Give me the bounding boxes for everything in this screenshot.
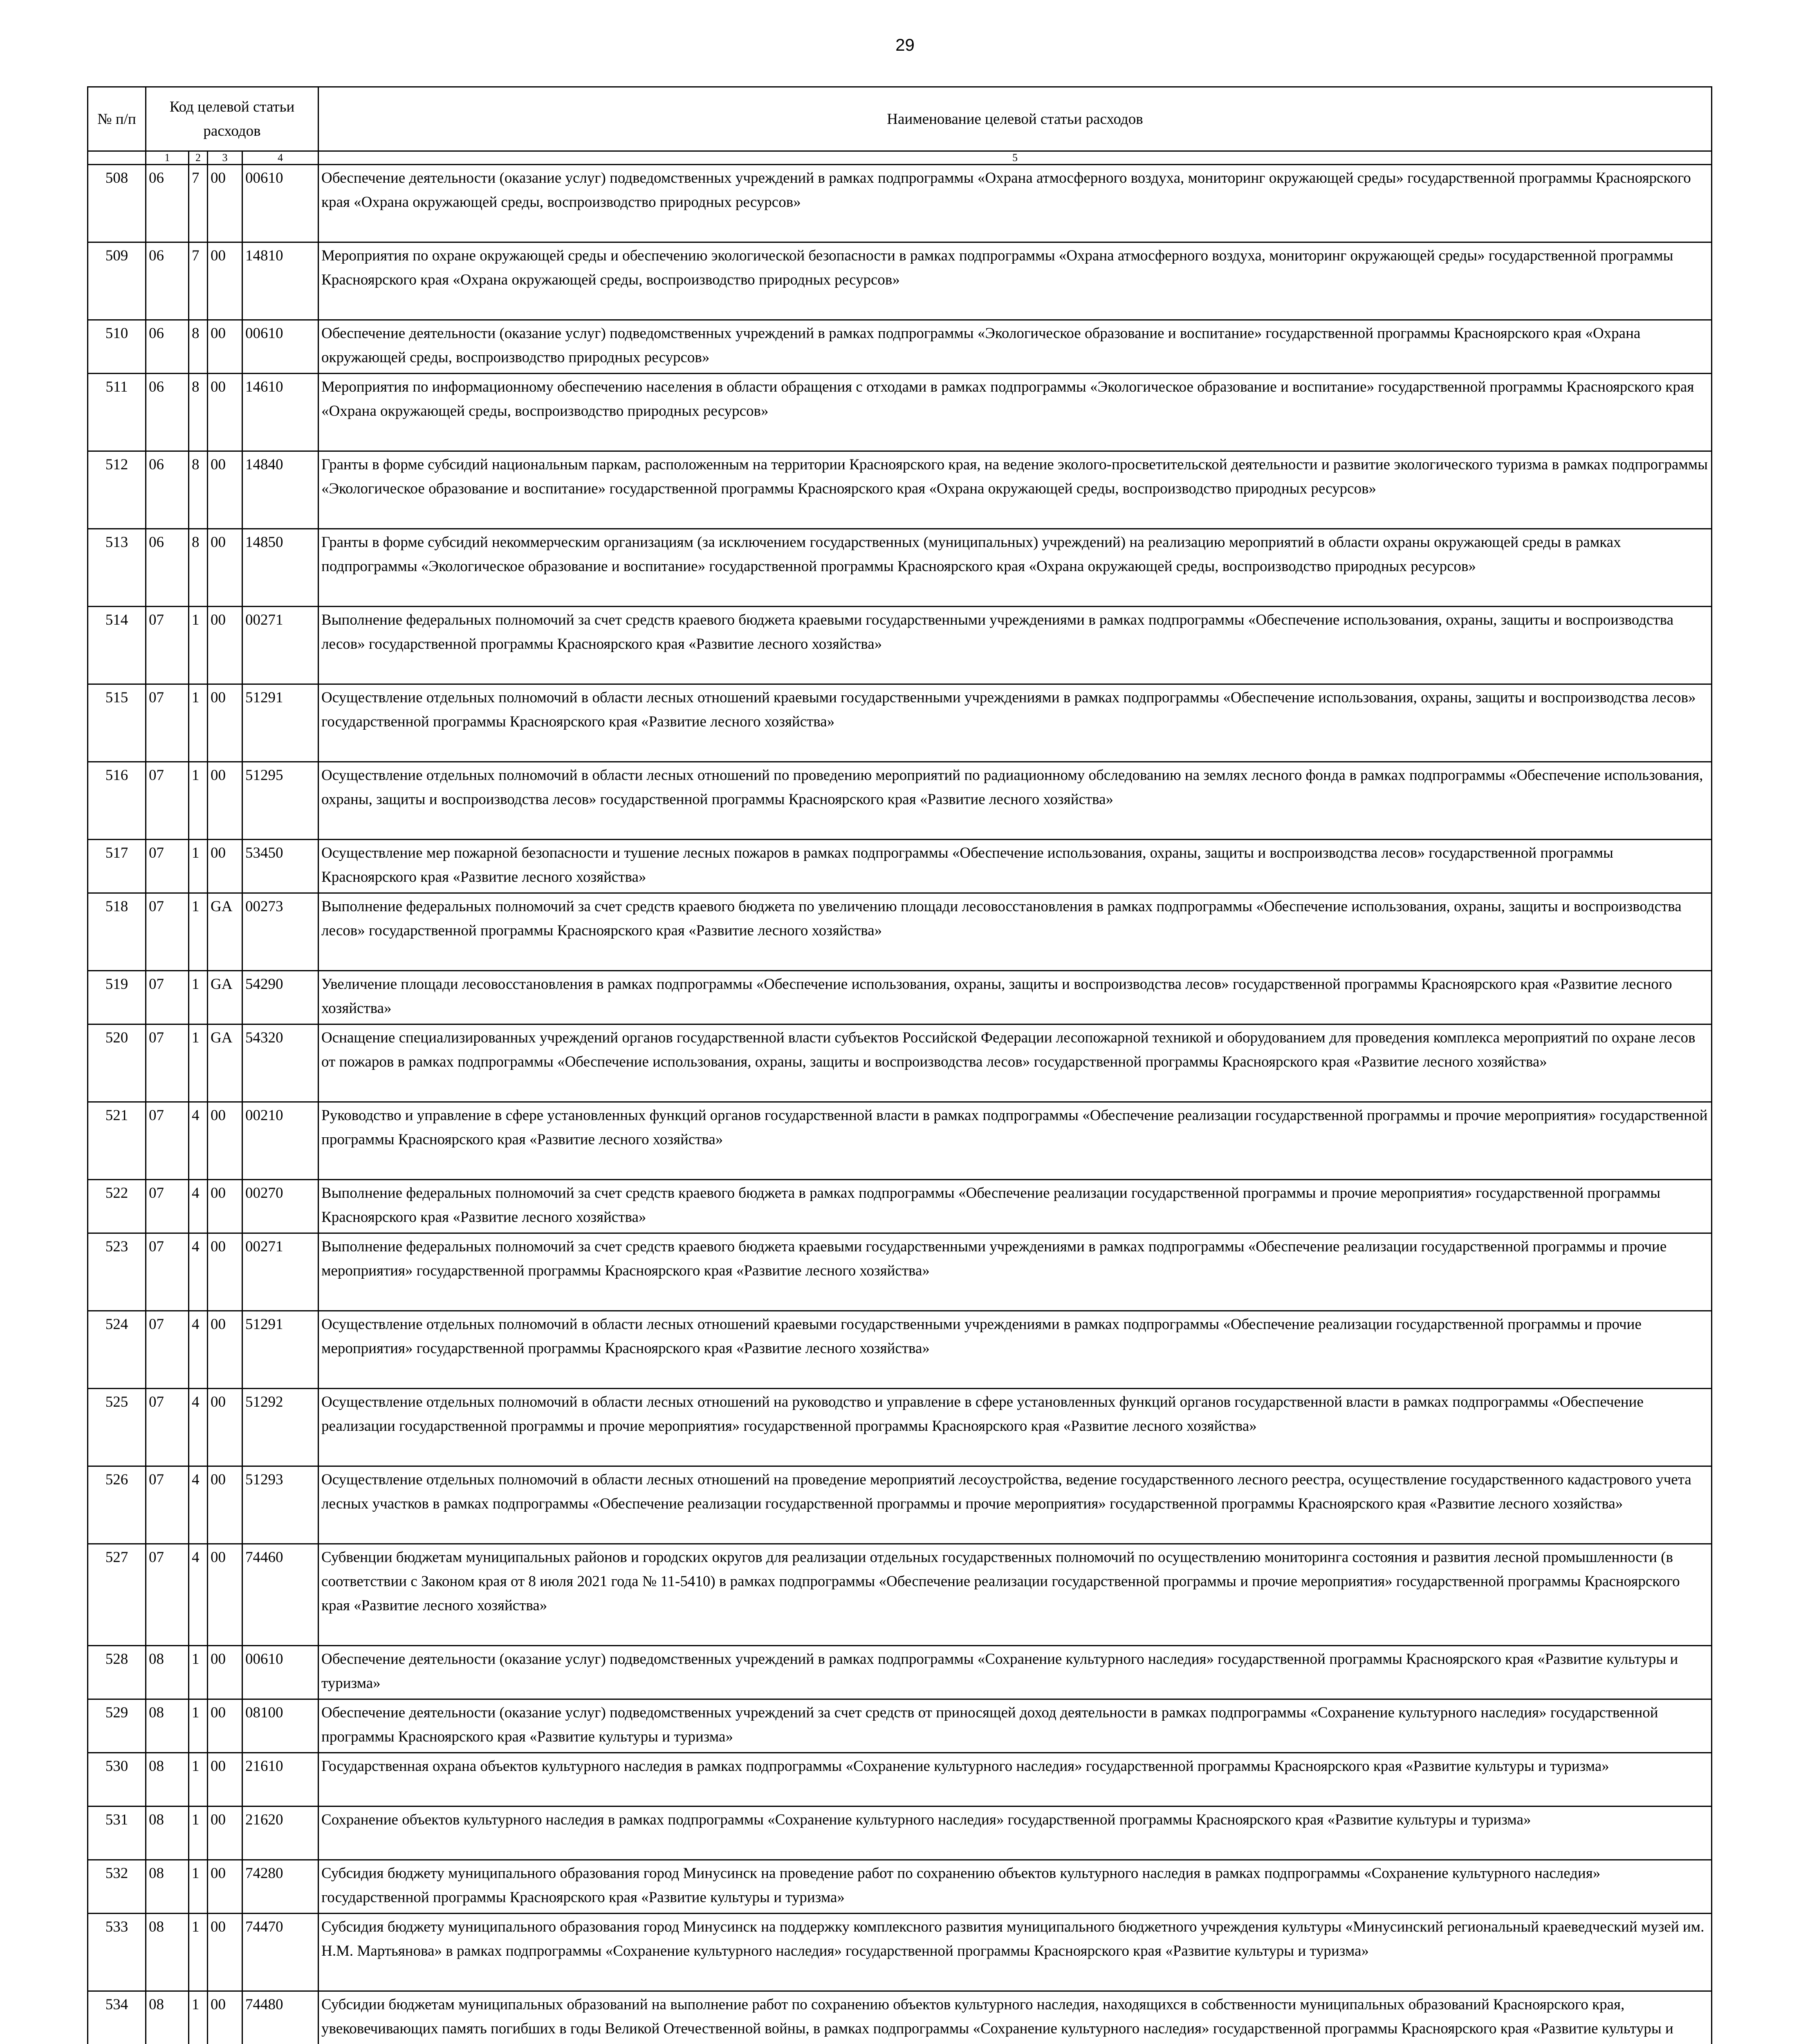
code-part-2: 1: [189, 684, 208, 762]
row-number: 512: [88, 451, 146, 529]
code-part-2: 4: [189, 1466, 208, 1544]
row-number: 518: [88, 893, 146, 971]
code-part-2: 1: [189, 893, 208, 971]
code-part-1: 07: [146, 762, 189, 840]
code-part-4: 74280: [242, 1860, 318, 1914]
row-number: 517: [88, 840, 146, 893]
code-part-1: 07: [146, 1389, 189, 1466]
code-part-2: 1: [189, 1699, 208, 1753]
row-name: Оснащение специализированных учреждений органов государственной власти субъектов Российской Федерации лесопожарной техникой и оборудованием для проведения комплекса мероприятий по охране лесов от пожаров в рамках подпрограммы «Обеспечение использования, охраны, защиты и воспроизводства лесов» государственной программы Красноярского края «Развитие лесного хозяйства»: [318, 1024, 1712, 1102]
table-row: [88, 840, 1712, 893]
table-row: [88, 1806, 1712, 1860]
code-part-3: 00: [208, 451, 242, 529]
subheader-4: 4: [242, 151, 318, 165]
code-part-4: 14610: [242, 374, 318, 451]
code-part-1: 06: [146, 320, 189, 374]
code-part-4: 51293: [242, 1466, 318, 1544]
code-part-1: 07: [146, 607, 189, 684]
code-part-1: 07: [146, 1102, 189, 1180]
code-part-1: 07: [146, 1311, 189, 1389]
code-part-4: 51292: [242, 1389, 318, 1466]
code-part-4: 00610: [242, 1646, 318, 1699]
code-part-4: 14810: [242, 242, 318, 320]
subheader-5: 5: [318, 151, 1712, 165]
row-name: Увеличение площади лесовосстановления в рамках подпрограммы «Обеспечение использования, охраны, защиты и воспроизводства лесов» государственной программы Красноярского края «Развитие лесного хозяйства»: [318, 971, 1712, 1024]
table-row: [88, 762, 1712, 840]
row-number: 509: [88, 242, 146, 320]
code-part-4: 08100: [242, 1699, 318, 1753]
code-part-1: 07: [146, 1233, 189, 1311]
row-number: 529: [88, 1699, 146, 1753]
table-row: [88, 1544, 1712, 1646]
row-number: 513: [88, 529, 146, 607]
code-part-3: 00: [208, 684, 242, 762]
code-part-3: 00: [208, 1914, 242, 1991]
row-name: Сохранение объектов культурного наследия в рамках подпрограммы «Сохранение культурного наследия» государственной программы Красноярского края «Развитие культуры и туризма»: [318, 1806, 1712, 1860]
row-name: Мероприятия по информационному обеспечению населения в области обращения с отходами в рамках подпрограммы «Экологическое образование и воспитание» государственной программы Красноярского края «Охрана окружающей среды, воспроизводство природных ресурсов»: [318, 374, 1712, 451]
code-part-4: 00271: [242, 607, 318, 684]
table-row: [88, 1233, 1712, 1311]
row-number: 534: [88, 1991, 146, 2044]
code-part-1: 08: [146, 1806, 189, 1860]
code-part-4: 74480: [242, 1991, 318, 2044]
table-row: [88, 242, 1712, 320]
code-part-3: 00: [208, 1860, 242, 1914]
table-row: [88, 1860, 1712, 1914]
code-part-3: 00: [208, 1389, 242, 1466]
code-part-2: 8: [189, 320, 208, 374]
code-part-1: 06: [146, 165, 189, 242]
row-name: Обеспечение деятельности (оказание услуг) подведомственных учреждений в рамках подпрограммы «Сохранение культурного наследия» государственной программы Красноярского края «Развитие культуры и туризма»: [318, 1646, 1712, 1699]
table-row: [88, 1991, 1712, 2044]
code-part-3: 00: [208, 1466, 242, 1544]
code-part-2: 1: [189, 762, 208, 840]
row-number: 523: [88, 1233, 146, 1311]
code-part-3: 00: [208, 1991, 242, 2044]
code-part-1: 06: [146, 374, 189, 451]
header-number: № п/п: [88, 87, 146, 151]
code-part-4: 00271: [242, 1233, 318, 1311]
table-row: [88, 1024, 1712, 1102]
row-number: 530: [88, 1753, 146, 1806]
code-part-2: 4: [189, 1102, 208, 1180]
code-part-1: 08: [146, 1914, 189, 1991]
code-part-3: 00: [208, 374, 242, 451]
subheader-3: 3: [208, 151, 242, 165]
table-row: [88, 374, 1712, 451]
table-row: [88, 1466, 1712, 1544]
row-name: Субсидии бюджетам муниципальных образований на выполнение работ по сохранению объектов культурного наследия, находящихся в собственности муниципальных образований Красноярского края, увековечивающих память погибших в годы Великой Отечественной войны, в рамках подпрограммы «Сохранение культурного наследия» государственной программы Красноярского края «Развитие культуры и: [318, 1991, 1712, 2044]
table-row: [88, 893, 1712, 971]
row-number: 519: [88, 971, 146, 1024]
code-part-3: 00: [208, 1699, 242, 1753]
row-number: 526: [88, 1466, 146, 1544]
code-part-3: 00: [208, 1806, 242, 1860]
code-part-2: 1: [189, 1991, 208, 2044]
row-name: Осуществление отдельных полномочий в области лесных отношений по проведению мероприятий по радиационному обследованию на землях лесного фонда в рамках подпрограммы «Обеспечение использования, охраны, защиты и воспроизводства лесов» государственной программы Красноярского края «Развитие лесного хозяйства»: [318, 762, 1712, 840]
code-part-2: 4: [189, 1311, 208, 1389]
code-part-2: 1: [189, 840, 208, 893]
code-part-4: 00273: [242, 893, 318, 971]
code-part-3: 00: [208, 1102, 242, 1180]
row-name: Обеспечение деятельности (оказание услуг) подведомственных учреждений в рамках подпрограммы «Экологическое образование и воспитание» государственной программы Красноярского края «Охрана окружающей среды, воспроизводство природных ресурсов»: [318, 320, 1712, 374]
code-part-4: 00210: [242, 1102, 318, 1180]
code-part-4: 21610: [242, 1753, 318, 1806]
table-row: [88, 1311, 1712, 1389]
code-part-4: 74470: [242, 1914, 318, 1991]
row-name: Гранты в форме субсидий некоммерческим организациям (за исключением государственных (муниципальных) учреждений) на реализацию мероприятий в области охраны окружающей среды в рамках подпрограммы «Экологическое образование и воспитание» государственной программы Красноярского края «Охрана окружающей среды, воспроизводство природных ресурсов»: [318, 529, 1712, 607]
code-part-1: 07: [146, 1180, 189, 1233]
code-part-2: 4: [189, 1544, 208, 1646]
code-part-4: 54290: [242, 971, 318, 1024]
code-part-1: 08: [146, 1753, 189, 1806]
code-part-3: 00: [208, 165, 242, 242]
row-number: 528: [88, 1646, 146, 1699]
code-part-1: 08: [146, 1860, 189, 1914]
code-part-2: 4: [189, 1233, 208, 1311]
row-number: 511: [88, 374, 146, 451]
code-part-1: 07: [146, 1024, 189, 1102]
table-row: [88, 1180, 1712, 1233]
row-name: Осуществление отдельных полномочий в области лесных отношений краевыми государственными учреждениями в рамках подпрограммы «Обеспечение использования, охраны, защиты и воспроизводства лесов» государственной программы Красноярского края «Развитие лесного хозяйства»: [318, 684, 1712, 762]
code-part-4: 54320: [242, 1024, 318, 1102]
code-part-3: 00: [208, 1544, 242, 1646]
row-number: 508: [88, 165, 146, 242]
page-number: 29: [895, 35, 915, 54]
row-number: 532: [88, 1860, 146, 1914]
header-name: Наименование целевой статьи расходов: [318, 87, 1712, 151]
table-row: [88, 1102, 1712, 1180]
code-part-1: 07: [146, 971, 189, 1024]
row-name: Мероприятия по охране окружающей среды и обеспечению экологической безопасности в рамках подпрограммы «Охрана атмосферного воздуха, мониторинг окружающей среды» государственной программы Красноярского края «Охрана окружающей среды, воспроизводство природных ресурсов»: [318, 242, 1712, 320]
code-part-1: 07: [146, 840, 189, 893]
row-number: 510: [88, 320, 146, 374]
code-part-4: 00610: [242, 320, 318, 374]
row-name: Субсидия бюджету муниципального образования город Минусинск на поддержку комплексного развития муниципального бюджетного учреждения культуры «Минусинский региональный краеведческий музей им. Н.М. Мартьянова» в рамках подпрограммы «Сохранение культурного наследия» государственной программы Красноярского края «Развитие культуры и туризма»: [318, 1914, 1712, 1991]
table-row: [88, 1753, 1712, 1806]
code-part-2: 4: [189, 1180, 208, 1233]
code-part-1: 07: [146, 1466, 189, 1544]
row-number: 525: [88, 1389, 146, 1466]
table-row: [88, 684, 1712, 762]
code-part-2: 8: [189, 451, 208, 529]
code-part-1: 07: [146, 684, 189, 762]
code-part-4: 14840: [242, 451, 318, 529]
code-part-4: 00270: [242, 1180, 318, 1233]
row-name: Гранты в форме субсидий национальным паркам, расположенным на территории Красноярского края, на ведение эколого-просветительской деятельности и развитие экологического туризма в рамках подпрограммы «Экологическое образование и воспитание» государственной программы Красноярского края «Охрана окружающей среды, воспроизводство природных ресурсов»: [318, 451, 1712, 529]
table-row: [88, 971, 1712, 1024]
row-name: Субвенции бюджетам муниципальных районов и городских округов для реализации отдельных государственных полномочий по осуществлению мониторинга состояния и развития лесной промышленности (в соответствии с Законом края от 8 июля 2021 года № 11-5410) в рамках подпрограммы «Обеспечение реализации государственной программы и прочие мероприятия» государственной программы Красноярского края «Развитие лесного хозяйства»: [318, 1544, 1712, 1646]
code-part-4: 21620: [242, 1806, 318, 1860]
row-name: Осуществление мер пожарной безопасности и тушение лесных пожаров в рамках подпрограммы «Обеспечение использования, охраны, защиты и воспроизводства лесов» государственной программы Красноярского края «Развитие лесного хозяйства»: [318, 840, 1712, 893]
row-name: Государственная охрана объектов культурного наследия в рамках подпрограммы «Сохранение культурного наследия» государственной программы Красноярского края «Развитие культуры и туризма»: [318, 1753, 1712, 1806]
row-name: Осуществление отдельных полномочий в области лесных отношений на руководство и управление в сфере установленных функций органов государственной власти в рамках подпрограммы «Обеспечение реализации государственной программы и прочие мероприятия» государственной программы Красноярского края «Развитие лесного хозяйства»: [318, 1389, 1712, 1466]
code-part-3: 00: [208, 529, 242, 607]
code-part-2: 1: [189, 1646, 208, 1699]
row-number: 524: [88, 1311, 146, 1389]
row-number: 533: [88, 1914, 146, 1991]
code-part-3: 00: [208, 607, 242, 684]
code-part-1: 08: [146, 1646, 189, 1699]
code-part-2: 1: [189, 1024, 208, 1102]
table-row: [88, 165, 1712, 242]
code-part-2: 8: [189, 374, 208, 451]
table-row: [88, 1646, 1712, 1699]
code-part-2: 4: [189, 1389, 208, 1466]
row-name: Субсидия бюджету муниципального образования город Минусинск на проведение работ по сохранению объектов культурного наследия в рамках подпрограммы «Сохранение культурного наследия» государственной программы Красноярского края «Развитие культуры и туризма»: [318, 1860, 1712, 1914]
code-part-2: 1: [189, 971, 208, 1024]
code-part-4: 00610: [242, 165, 318, 242]
subheader-blank: [88, 151, 146, 165]
subheader-1: 1: [146, 151, 189, 165]
table-row: [88, 607, 1712, 684]
table-row: [88, 1914, 1712, 1991]
header-code: Код целевой статьи расходов: [146, 87, 318, 151]
code-part-1: 07: [146, 1544, 189, 1646]
row-number: 514: [88, 607, 146, 684]
code-part-4: 51295: [242, 762, 318, 840]
code-part-3: GA: [208, 893, 242, 971]
code-part-2: 7: [189, 242, 208, 320]
code-part-3: GA: [208, 1024, 242, 1102]
row-name: Обеспечение деятельности (оказание услуг) подведомственных учреждений в рамках подпрограммы «Охрана атмосферного воздуха, мониторинг окружающей среды» государственной программы Красноярского края «Охрана окружающей среды, воспроизводство природных ресурсов»: [318, 165, 1712, 242]
code-part-3: 00: [208, 1753, 242, 1806]
code-part-4: 74460: [242, 1544, 318, 1646]
code-part-4: 53450: [242, 840, 318, 893]
code-part-3: 00: [208, 320, 242, 374]
code-part-4: 51291: [242, 1311, 318, 1389]
code-part-4: 51291: [242, 684, 318, 762]
row-number: 521: [88, 1102, 146, 1180]
code-part-3: 00: [208, 242, 242, 320]
table-row: [88, 320, 1712, 374]
code-part-2: 1: [189, 1860, 208, 1914]
subheader-2: 2: [189, 151, 208, 165]
code-part-3: 00: [208, 1180, 242, 1233]
code-part-2: 1: [189, 607, 208, 684]
code-part-1: 08: [146, 1699, 189, 1753]
code-part-2: 8: [189, 529, 208, 607]
code-part-1: 06: [146, 529, 189, 607]
code-part-1: 08: [146, 1991, 189, 2044]
code-part-1: 07: [146, 893, 189, 971]
row-name: Осуществление отдельных полномочий в области лесных отношений на проведение мероприятий лесоустройства, ведение государственного лесного реестра, осуществление государственного кадастрового учета лесных участков в рамках подпрограммы «Обеспечение реализации государственной программы и прочие мероприятия» государственной программы Красноярского края «Развитие лесного хозяйства»: [318, 1466, 1712, 1544]
code-part-3: 00: [208, 1233, 242, 1311]
row-number: 516: [88, 762, 146, 840]
row-number: 531: [88, 1806, 146, 1860]
code-part-3: GA: [208, 971, 242, 1024]
row-number: 520: [88, 1024, 146, 1102]
row-name: Выполнение федеральных полномочий за счет средств краевого бюджета в рамках подпрограммы «Обеспечение реализации государственной программы и прочие мероприятия» государственной программы Красноярского края «Развитие лесного хозяйства»: [318, 1180, 1712, 1233]
row-name: Выполнение федеральных полномочий за счет средств краевого бюджета краевыми государственными учреждениями в рамках подпрограммы «Обеспечение реализации государственной программы и прочие мероприятия» государственной программы Красноярского края «Развитие лесного хозяйства»: [318, 1233, 1712, 1311]
code-part-4: 14850: [242, 529, 318, 607]
code-part-3: 00: [208, 840, 242, 893]
code-part-2: 1: [189, 1914, 208, 1991]
row-name: Осуществление отдельных полномочий в области лесных отношений краевыми государственными учреждениями в рамках подпрограммы «Обеспечение реализации государственной программы и прочие мероприятия» государственной программы Красноярского края «Развитие лесного хозяйства»: [318, 1311, 1712, 1389]
code-part-3: 00: [208, 1646, 242, 1699]
table-row: [88, 1389, 1712, 1466]
row-number: 522: [88, 1180, 146, 1233]
budget-table: [87, 86, 1712, 2044]
row-name: Выполнение федеральных полномочий за счет средств краевого бюджета краевыми государственными учреждениями в рамках подпрограммы «Обеспечение использования, охраны, защиты и воспроизводства лесов» государственной программы Красноярского края «Развитие лесного хозяйства»: [318, 607, 1712, 684]
row-name: Руководство и управление в сфере установленных функций органов государственной власти в рамках подпрограммы «Обеспечение реализации государственной программы и прочие мероприятия» государственной программы Красноярского края «Развитие лесного хозяйства»: [318, 1102, 1712, 1180]
code-part-1: 06: [146, 451, 189, 529]
code-part-2: 7: [189, 165, 208, 242]
code-part-2: 1: [189, 1806, 208, 1860]
code-part-3: 00: [208, 762, 242, 840]
row-number: 527: [88, 1544, 146, 1646]
code-part-3: 00: [208, 1311, 242, 1389]
row-number: 515: [88, 684, 146, 762]
code-part-1: 06: [146, 242, 189, 320]
table-row: [88, 451, 1712, 529]
code-part-2: 1: [189, 1753, 208, 1806]
row-name: Выполнение федеральных полномочий за счет средств краевого бюджета по увеличению площади лесовосстановления в рамках подпрограммы «Обеспечение использования, охраны, защиты и воспроизводства лесов» государственной программы Красноярского края «Развитие лесного хозяйства»: [318, 893, 1712, 971]
table-row: [88, 1699, 1712, 1753]
row-name: Обеспечение деятельности (оказание услуг) подведомственных учреждений за счет средств от приносящей доход деятельности в рамках подпрограммы «Сохранение культурного наследия» государственной программы Красноярского края «Развитие культуры и туризма»: [318, 1699, 1712, 1753]
table-row: [88, 529, 1712, 607]
